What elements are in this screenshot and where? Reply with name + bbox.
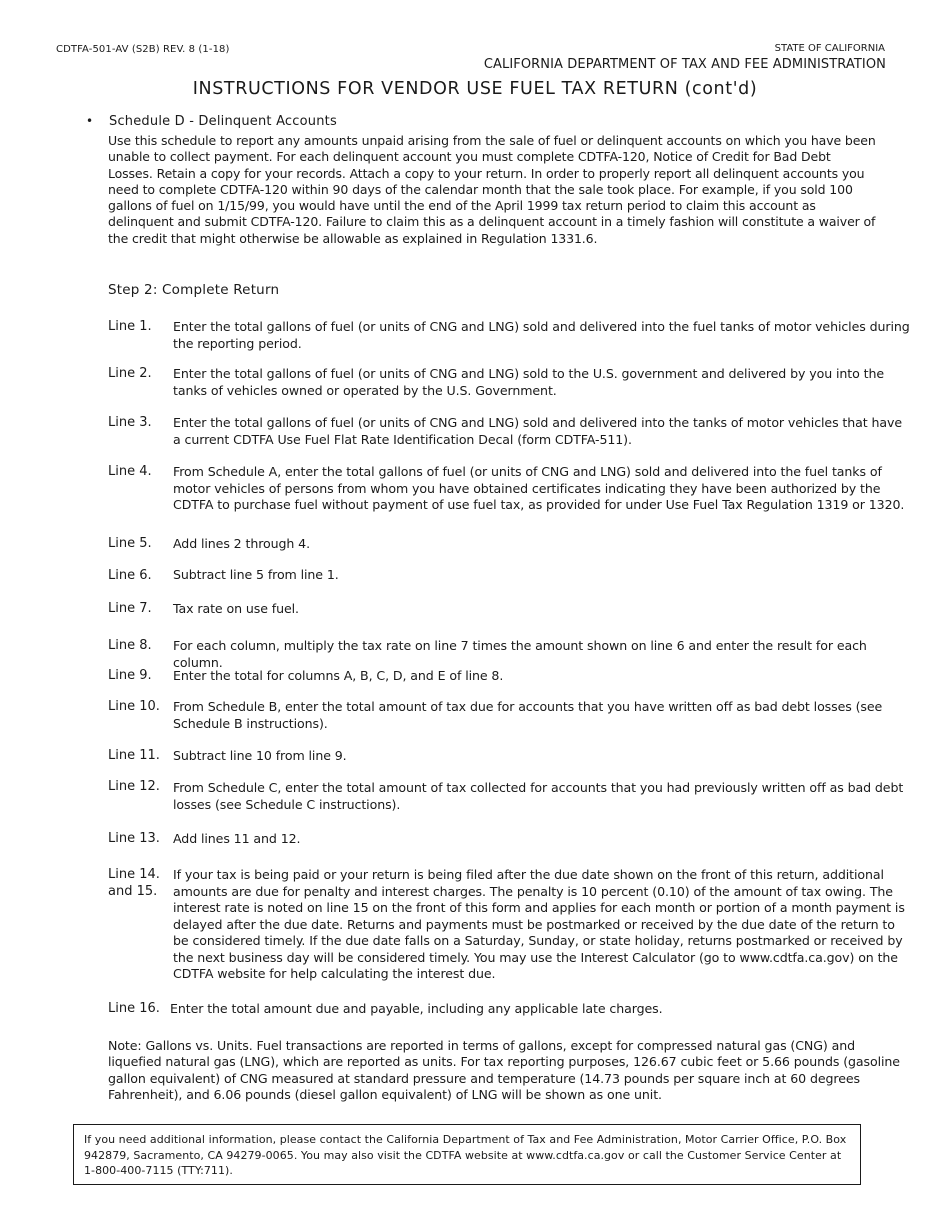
line-5-text: Add lines 2 through 4. — [173, 536, 310, 551]
line-5-label: Line 5. — [108, 536, 152, 551]
line-11-text: Subtract line 10 from line 9. — [173, 748, 347, 763]
line-2-label: Line 2. — [108, 366, 152, 381]
line-12-label: Line 12. — [108, 779, 160, 794]
line-4-text: From Schedule A, enter the total gallons of fuel (or units of CNG and LNG) sold and delivered into the fuel tanks of motor vehicles of persons from whom you have obtained certificates indicating they have been authorized by the CDTFA to purchase fuel without payment of use fuel tax, as provided for under Use Fuel Tax Regulation 1319 or 1320. — [173, 464, 905, 512]
line-3-text: Enter the total gallons of fuel (or units of CNG and LNG) sold and delivered into the tanks of motor vehicles that have a current CDTFA Use Fuel Flat Rate Identification Decal (form CDTFA-511). — [173, 415, 903, 447]
line-16-label: Line 16. — [108, 1001, 160, 1016]
line-7-label: Line 7. — [108, 601, 152, 616]
schedule-d-body: Use this schedule to report any amounts unpaid arising from the sale of fuel or delinquent accounts on which you have been unable to collect payment. For each delinquent account you must complete CDTFA-120, Notice of Credit for Bad Debt Losses. Retain a copy for your records. Attach a copy to your return. In order to properly report all delinquent accounts you need to complete CDTFA-120 within 90 days of the calendar month that the sale took place. For example, if you sold 100 gallons of fuel on 1/15/99, you would have until the end of the April 1999 tax return period to claim this account as delinquent and submit CDTFA-120. Failure to claim this as a delinquent account in a timely fashion will constitute a waiver of the credit that might otherwise be allowable as explained in Regulation 1331.6. — [108, 133, 876, 246]
line-8-text: For each column, multiply the tax rate on line 7 times the amount shown on line 6 and enter the result for each column. — [173, 638, 867, 670]
schedule-d-heading: Schedule D - Delinquent Accounts — [109, 114, 337, 129]
line-13-label: Line 13. — [108, 831, 160, 846]
bullet-icon: • — [86, 114, 94, 128]
line-13-text: Add lines 11 and 12. — [173, 831, 301, 846]
state-name: STATE OF CALIFORNIA — [774, 43, 885, 54]
line-4-label: Line 4. — [108, 464, 152, 479]
form-code: CDTFA-501-AV (S2B) REV. 8 (1-18) — [56, 44, 230, 55]
line-2-text: Enter the total gallons of fuel (or units of CNG and LNG) sold to the U.S. government and delivered by you into the tanks of vehicles owned or operated by the U.S. Government. — [173, 366, 884, 398]
line-9-label: Line 9. — [108, 668, 152, 683]
line-16-text: Enter the total amount due and payable, including any applicable late charges. — [170, 1001, 663, 1016]
gallons-vs-units-note: Note: Gallons vs. Units. Fuel transactions are reported in terms of gallons, except for compressed natural gas (CNG) and liquefied natural gas (LNG), which are reported as units. For tax reporting purposes, 126.67 cubic feet or 5.66 pounds (gasoline gallon equivalent) of CNG measured at standard pressure and temperature (14.73 pounds per square inch at 60 degrees Fahrenheit), and 6.06 pounds (diesel gallon equivalent) of LNG will be shown as one unit. — [108, 1038, 900, 1102]
department-name: CALIFORNIA DEPARTMENT OF TAX AND FEE ADMINISTRATION — [483, 57, 886, 72]
line-14-15-label: Line 14. and 15. — [108, 867, 160, 899]
contact-info-box — [73, 1124, 861, 1185]
line-9-text: Enter the total for columns A, B, C, D, and E of line 8. — [173, 668, 504, 683]
line-1-label: Line 1. — [108, 319, 152, 334]
line-7-text: Tax rate on use fuel. — [173, 601, 299, 616]
line-14-15-text: If your tax is being paid or your return is being filed after the due date shown on the front of this return, additional amounts are due for penalty and interest charges. The penalty is 10 percent (0.10) of the amount of tax owing. The interest rate is noted on line 15 on the front of this form and applies for each month or portion of a month payment is delayed after the due date. Returns and payments must be postmarked or received by the due date of the return to be considered timely. If the due date falls on a Saturday, Sunday, or state holiday, returns postmarked or received by the next business day will be considered timely. You may use the Interest Calculator (go to www.cdtfa.ca.gov) on the CDTFA website for help calculating the interest due. — [173, 867, 905, 981]
step-2-heading: Step 2: Complete Return — [108, 282, 280, 298]
line-1-text: Enter the total gallons of fuel (or units of CNG and LNG) sold and delivered into the fuel tanks of motor vehicles during the reporting period. — [173, 319, 910, 351]
line-8-label: Line 8. — [108, 638, 152, 653]
line-6-label: Line 6. — [108, 568, 152, 583]
page-title: INSTRUCTIONS FOR VENDOR USE FUEL TAX RETURN (cont'd) — [192, 79, 758, 99]
line-10-label: Line 10. — [108, 699, 160, 714]
line-10-text: From Schedule B, enter the total amount of tax due for accounts that you have written off as bad debt losses (see Schedule B instructions). — [173, 699, 883, 731]
contact-info-text: If you need additional information, please contact the California Department of Tax and Fee Administration, Motor Carrier Office, P.O. Box 942879, Sacramento, CA 94279-0065. You may also visit the CDTFA website at www.cdtfa.ca.gov or call the Customer Service Center at 1-800-400-7115 (TTY:711). — [84, 1133, 847, 1177]
line-12-text: From Schedule C, enter the total amount of tax collected for accounts that you had previously written off as bad debt losses (see Schedule C instructions). — [173, 780, 904, 812]
line-6-text: Subtract line 5 from line 1. — [173, 567, 339, 582]
line-3-label: Line 3. — [108, 415, 152, 430]
line-11-label: Line 11. — [108, 748, 160, 763]
